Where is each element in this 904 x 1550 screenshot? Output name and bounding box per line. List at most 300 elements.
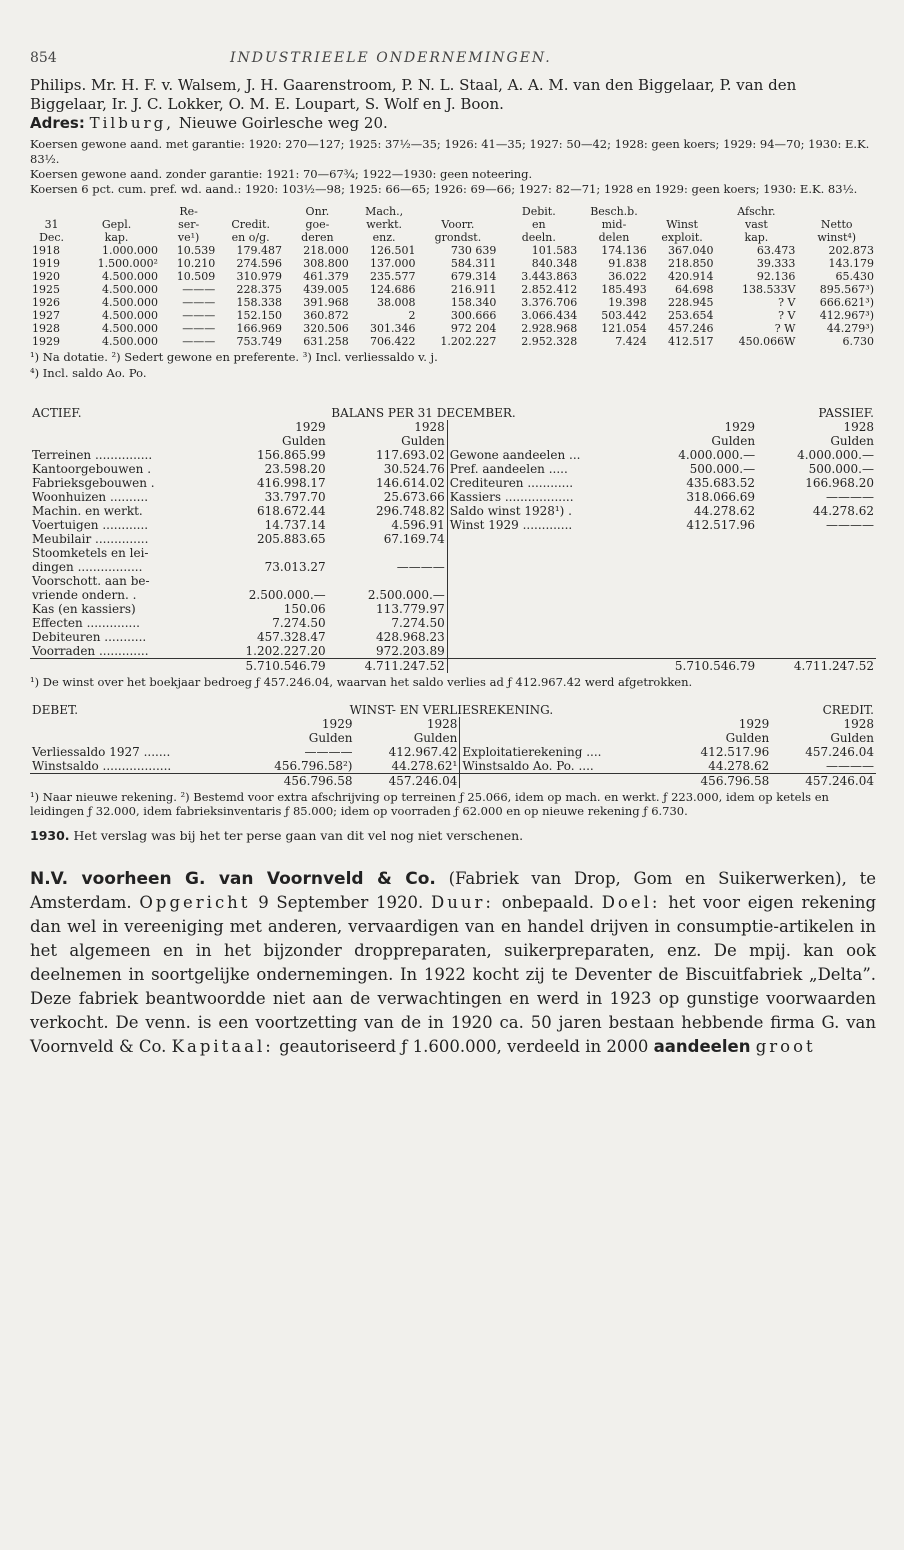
debit-1929: 456.796.58²) [274, 759, 353, 773]
history-year-cell: 1929 [32, 335, 60, 348]
liability-1929 [638, 574, 757, 588]
credit-1929: 412.517.96 [700, 745, 770, 759]
spacer-cell [30, 731, 236, 745]
doel-label: Doel: [601, 893, 661, 912]
table-row [30, 588, 876, 602]
liability-label [447, 602, 638, 616]
history-value-cell: 166.969 [236, 322, 283, 335]
spacer-cell [30, 434, 209, 448]
history-value-cell: 412.967³) [819, 309, 874, 322]
liability-1929: 412.517.96 [686, 518, 756, 532]
table-row [30, 309, 876, 322]
history-value-cell: 64.698 [674, 283, 714, 296]
history-value-cell: 4.500.000 [102, 335, 158, 348]
history-header-cell: Debit. [521, 205, 556, 218]
history-value-cell: 7.424 [615, 335, 647, 348]
history-value-cell: 10.539 [176, 244, 216, 257]
aandeelen-word: aandeelen [653, 1037, 751, 1056]
table-row [30, 630, 876, 644]
asset-1928: 113.779.97 [328, 602, 448, 616]
liability-1928 [757, 644, 876, 659]
history-header-cell: 31 [44, 218, 59, 231]
table-row [30, 448, 876, 462]
pl-total-left-1928: 457.246.04 [354, 774, 459, 789]
table-row [30, 283, 876, 296]
table-row [30, 745, 876, 759]
history-value-cell: 228.375 [236, 283, 283, 296]
credit-1928: 457.246.04 [805, 745, 874, 759]
history-header-cell: Mach., [365, 205, 404, 218]
history-value-cell: 152.150 [236, 309, 283, 322]
table-row [30, 490, 876, 504]
pl-debet-title: DEBET. [32, 703, 79, 717]
balance-total-right-1928: 4.711.247.52 [757, 659, 876, 674]
history-value-cell: 185.493 [601, 283, 647, 296]
asset-label: Stoomketels en lei- [32, 546, 149, 560]
liability-label: Kassiers .................. [449, 490, 574, 504]
history-year-cell: 1926 [32, 296, 60, 309]
liability-1929: 318.066.69 [686, 490, 756, 504]
spacer-cell [460, 731, 667, 745]
liability-1929 [638, 602, 757, 616]
history-value-cell: 3.066.434 [521, 309, 578, 322]
note-1930-text: Het verslag was bij het ter perse gaan van dit vel nog niet verschenen. [73, 828, 524, 843]
table-row [30, 335, 876, 348]
year-header: 1929 [321, 717, 353, 731]
history-header-cell: vast [745, 218, 768, 231]
history-header-cell: delen [598, 231, 630, 244]
duur-value: onbepaald. [501, 893, 594, 912]
table-row [30, 560, 876, 574]
history-header-cell: kap. [104, 231, 129, 244]
history-value-cell: 4.500.000 [102, 296, 158, 309]
history-value-cell: 19.398 [608, 296, 647, 309]
asset-label: Debiteuren ........... [32, 630, 147, 644]
company-entry [30, 867, 876, 1059]
history-value-cell: 138.533V [741, 283, 796, 296]
spacer-cell [447, 434, 638, 448]
page-number: 854 [30, 50, 57, 66]
history-value-cell: 503.442 [601, 309, 647, 322]
history-header-cell [217, 205, 284, 218]
quote-line-2: Koersen gewone aand. zonder garantie: 1921: 70—67¾; 1922—1930: geen noteering. [30, 167, 533, 181]
liability-1928: ———— [826, 518, 874, 532]
pl-total-right-1928: 457.246.04 [771, 774, 876, 789]
history-year-cell: 1918 [32, 244, 60, 257]
history-value-cell: 4.500.000 [102, 322, 158, 335]
table-row [30, 659, 876, 674]
asset-1929: 14.737.14 [264, 518, 326, 532]
liability-1929 [638, 616, 757, 630]
liability-1929: 4.000.000.— [678, 448, 756, 462]
spacer-cell [30, 659, 209, 674]
company-description: (Fabriek van Drop, Gom en Suikerwerken), te Amsterdam. [30, 869, 876, 912]
asset-1929 [209, 546, 328, 560]
asset-1929: 2.500.000.— [248, 588, 326, 602]
table-row [30, 602, 876, 616]
spacer-cell [30, 420, 209, 434]
table-row [30, 476, 876, 490]
debit-1929: ———— [304, 745, 353, 759]
liability-label: Saldo winst 1928¹) . [449, 504, 572, 518]
liability-1929 [638, 532, 757, 546]
history-header-cell [30, 205, 73, 218]
history-value-cell: 1.500.000² [97, 257, 158, 270]
table-row [30, 406, 876, 420]
credit-label: Winstsaldo Ao. Po. .... [462, 759, 594, 773]
unit-header: Gulden [711, 434, 756, 448]
directors-text: Philips. Mr. H. F. v. Walsem, J. H. Gaarenstroom, P. N. L. Staal, A. A. M. van den Biggelaar, P. van den Biggelaar, Ir. J. C. Lokker, O. M. E. Loupart, S. Wolf en J. Boon. [30, 76, 797, 113]
liability-label [447, 630, 638, 644]
company-name: N.V. voorheen G. van Voornveld & Co. [30, 869, 436, 889]
history-value-cell: 310.979 [236, 270, 283, 283]
address-label: Adres: [30, 114, 85, 132]
history-value-cell: 202.873 [828, 244, 874, 257]
asset-1929: 7.274.50 [272, 616, 326, 630]
liability-label [447, 644, 638, 659]
history-value-cell: 753.749 [236, 335, 283, 348]
history-value-cell: 10.509 [176, 270, 216, 283]
liability-1929 [638, 588, 757, 602]
table-row [30, 717, 876, 731]
history-header-cell: Voorr. [441, 218, 475, 231]
kapitaal-label: Kapitaal: [171, 1037, 274, 1056]
table-row [30, 731, 876, 745]
year-header: 1929 [724, 420, 756, 434]
history-value-cell: 420.914 [667, 270, 714, 283]
history-year-cell: 1919 [32, 257, 60, 270]
history-header-cell: kap. [744, 231, 769, 244]
spacer-cell [460, 717, 667, 731]
table-row [30, 257, 876, 270]
table-row [30, 434, 876, 448]
history-value-cell: 301.346 [369, 322, 416, 335]
table-row [30, 759, 876, 773]
page-header [30, 50, 876, 66]
history-value-cell: 2.928.968 [521, 322, 578, 335]
asset-1929 [209, 574, 328, 588]
spacer-cell [447, 659, 638, 674]
founded-date: 9 September 1920. [258, 893, 424, 912]
history-value-cell: ——— [182, 322, 216, 335]
asset-label: Voorschott. aan be- [32, 574, 150, 588]
history-value-cell: ——— [182, 283, 216, 296]
asset-1928: 972.203.89 [328, 644, 448, 659]
asset-label: vriende ondern. . [32, 588, 137, 602]
balance-total-right-1929: 5.710.546.79 [638, 659, 757, 674]
history-header-cell: Winst [666, 218, 698, 231]
liability-label: Winst 1929 ............. [449, 518, 573, 532]
balance-sheet [30, 406, 876, 673]
table-row [30, 244, 876, 257]
history-value-cell: 2.852.412 [521, 283, 578, 296]
liability-1928: 500.000.— [808, 462, 874, 476]
unit-header: Gulden [282, 434, 326, 448]
unit-header: Gulden [354, 731, 459, 745]
history-header-cell: Onr. [305, 205, 330, 218]
history-value-cell: ? W [774, 322, 796, 335]
history-footnote-2: ⁴) Incl. saldo Ao. Po. [30, 366, 147, 380]
asset-1929: 156.865.99 [256, 448, 326, 462]
asset-1928: 30.524.76 [328, 462, 448, 476]
founded-label: Opgericht [139, 893, 251, 912]
history-value-cell: 2.952.328 [521, 335, 578, 348]
history-value-cell: ? V [778, 309, 796, 322]
history-header-cell: ser- [178, 218, 200, 231]
table-row [30, 270, 876, 283]
unit-header: Gulden [725, 731, 770, 745]
liability-1928 [757, 560, 876, 574]
history-value-cell: 730 639 [450, 244, 497, 257]
history-header-cell: grondst. [434, 231, 482, 244]
history-value-cell: 274.596 [236, 257, 283, 270]
liability-1929 [638, 560, 757, 574]
history-value-cell: ——— [182, 296, 216, 309]
groot-word: groot [755, 1037, 816, 1056]
history-value-cell: 174.136 [601, 244, 647, 257]
asset-1928: 428.968.23 [328, 630, 448, 644]
liability-label: Gewone aandeelen ... [449, 448, 581, 462]
history-value-cell: 253.654 [667, 309, 714, 322]
history-header-cell: en [531, 218, 546, 231]
table-row [30, 616, 876, 630]
history-value-cell: 121.054 [601, 322, 647, 335]
asset-1928: 4.596.91 [328, 518, 448, 532]
history-header-cell: mid- [601, 218, 627, 231]
history-header-cell: en o/g. [231, 231, 270, 244]
asset-1928: 117.693.02 [328, 448, 448, 462]
asset-label: Voertuigen ............ [32, 518, 149, 532]
history-value-cell: 2 [408, 309, 416, 322]
table-row [30, 205, 876, 218]
table-row [30, 546, 876, 560]
asset-label: Effecten .............. [32, 616, 140, 630]
liability-1928 [757, 616, 876, 630]
history-value-cell: 218.000 [303, 244, 349, 257]
table-row [30, 774, 876, 789]
history-value-cell: 228.945 [667, 296, 714, 309]
asset-1928: ———— [328, 560, 448, 574]
history-header-cell: Dec. [39, 231, 65, 244]
history-header-cell: deren [301, 231, 334, 244]
asset-1928: 25.673.66 [328, 490, 448, 504]
liability-label [447, 574, 638, 588]
asset-1929: 33.797.70 [264, 490, 326, 504]
liability-1928 [757, 546, 876, 560]
quote-line-3: Koersen 6 pct. cum. pref. wd. aand.: 1920: 103½—98; 1925: 66—65; 1926: 69—66; 1927: 82—71; 1928 en 1929: geen koers; 1930: E.K. 83½. [30, 182, 858, 196]
history-header-cell: exploit. [661, 231, 703, 244]
year-header: 1929 [738, 717, 770, 731]
table-row [30, 703, 876, 717]
unit-header: Gulden [830, 434, 874, 448]
history-value-cell: 158.338 [236, 296, 283, 309]
history-value-cell: 320.506 [303, 322, 349, 335]
asset-1929: 205.883.65 [256, 532, 326, 546]
history-value-cell: 137.000 [369, 257, 416, 270]
asset-1929: 1.202.227.20 [245, 644, 326, 658]
history-value-cell: 4.500.000 [102, 270, 158, 283]
history-value-cell: 457.246 [667, 322, 714, 335]
history-value-cell: 631.258 [303, 335, 349, 348]
balance-footnote: ¹) De winst over het boekjaar bedroeg ƒ 457.246.04, waarvan het saldo verlies ad ƒ 412.967.42 werd afgetrokken. [30, 675, 693, 689]
running-title: INDUSTRIEELE ONDERNEMINGEN. [230, 50, 552, 66]
liability-1928 [757, 532, 876, 546]
history-value-cell: 36.022 [608, 270, 647, 283]
liability-1929 [638, 644, 757, 659]
history-value-cell: 895.567³) [819, 283, 874, 296]
history-value-cell: 308.800 [303, 257, 349, 270]
history-header-cell: Credit. [231, 218, 270, 231]
asset-1928 [328, 546, 448, 560]
table-row [30, 462, 876, 476]
history-value-cell: 126.501 [369, 244, 416, 257]
debit-label: Verliessaldo 1927 ....... [32, 745, 171, 759]
liability-1928: 166.968.20 [805, 476, 874, 490]
history-value-cell: 972 204 [450, 322, 497, 335]
liability-1929: 44.278.62 [694, 504, 756, 518]
balance-title: BALANS PER 31 DECEMBER. [331, 406, 516, 420]
balance-actief-title: ACTIEF. [32, 406, 82, 420]
history-value-cell: 4.500.000 [102, 283, 158, 296]
asset-1929: 73.013.27 [264, 560, 326, 574]
history-value-cell: 65.430 [835, 270, 874, 283]
pl-total-left-1929: 456.796.58 [236, 774, 354, 789]
spacer-cell [447, 420, 638, 434]
spacer-cell [30, 774, 236, 789]
liability-1928 [757, 588, 876, 602]
unit-header: Gulden [328, 434, 448, 448]
liability-1929 [638, 546, 757, 560]
liability-label: Pref. aandeelen ..... [449, 462, 568, 476]
address-line [30, 114, 876, 133]
history-value-cell: 679.314 [450, 270, 497, 283]
asset-1928: 7.274.50 [328, 616, 448, 630]
liability-1929 [638, 630, 757, 644]
history-header-cell: Besch.b. [590, 205, 638, 218]
history-value-cell: 143.179 [828, 257, 874, 270]
asset-1928 [328, 574, 448, 588]
history-value-cell: 124.686 [369, 283, 416, 296]
debit-label: Winstsaldo .................. [32, 759, 172, 773]
liability-1928: 44.278.62 [812, 504, 874, 518]
liability-1928 [757, 630, 876, 644]
history-header-cell [797, 205, 876, 218]
note-1930 [30, 828, 876, 843]
liability-label [447, 616, 638, 630]
history-value-cell: 179.487 [236, 244, 283, 257]
table-row [30, 322, 876, 335]
pl-credit-title: CREDIT. [822, 703, 874, 717]
history-header-cell: winst⁴) [817, 231, 857, 244]
asset-1928: 296.748.82 [328, 504, 448, 518]
history-value-cell: 6.730 [842, 335, 874, 348]
history-value-cell: 391.968 [303, 296, 349, 309]
note-1930-year: 1930. [30, 828, 70, 843]
liability-1929: 500.000.— [689, 462, 756, 476]
history-value-cell: 584.311 [450, 257, 497, 270]
history-value-cell: ? V [778, 296, 796, 309]
year-header: 1929 [295, 420, 326, 434]
liability-label [447, 532, 638, 546]
table-row [30, 218, 876, 231]
history-value-cell: 840.348 [531, 257, 578, 270]
history-value-cell: 38.008 [376, 296, 416, 309]
asset-1929: 416.998.17 [256, 476, 326, 490]
quote-line-1: Koersen gewone aand. met garantie: 1920: 270—127; 1925: 37½—35; 1926: 41—35; 1927: 50—42; 1928: geen koers; 1929: 94—70; 1930: E.K. 83½. [30, 137, 870, 166]
history-value-cell: 1.202.227 [440, 335, 497, 348]
asset-label: Machin. en werkt. [32, 504, 143, 518]
spacer-cell [30, 717, 236, 731]
liability-1928: ———— [826, 490, 874, 504]
history-value-cell: 4.500.000 [102, 309, 158, 322]
debit-1928: 412.967.42 [354, 745, 459, 759]
table-row [30, 296, 876, 309]
asset-label: Voorraden ............. [32, 644, 149, 658]
history-value-cell: 158.340 [450, 296, 497, 309]
asset-label: dingen ................. [32, 560, 143, 574]
history-header-cell: ve¹) [177, 231, 200, 244]
history-value-cell: 300.666 [450, 309, 497, 322]
credit-1929: 44.278.62 [708, 759, 770, 773]
history-year-cell: 1928 [32, 322, 60, 335]
history-value-cell: 450.066W [738, 335, 796, 348]
history-value-cell: 235.577 [369, 270, 416, 283]
history-footnote-1: ¹) Na dotatie. ²) Sedert gewone en preferente. ³) Incl. verliessaldo v. j. [30, 350, 438, 364]
asset-1928: 67.169.74 [328, 532, 448, 546]
history-value-cell: 91.838 [608, 257, 647, 270]
asset-label: Fabrieksgebouwen . [32, 476, 155, 490]
liability-label: Crediteuren ............ [449, 476, 574, 490]
duur-label: Duur: [431, 893, 494, 912]
asset-label: Kas (en kassiers) [32, 602, 136, 616]
asset-label: Meubilair .............. [32, 532, 149, 546]
asset-label: Kantoorgebouwen . [32, 462, 152, 476]
table-row [30, 574, 876, 588]
unit-header: Gulden [830, 731, 874, 745]
asset-1929: 618.672.44 [256, 504, 326, 518]
address-city: Tilburg, [89, 114, 175, 132]
table-row [30, 504, 876, 518]
pl-total-right-1929: 456.796.58 [667, 774, 772, 789]
year-header: 1928 [843, 420, 874, 434]
history-year-cell: 1925 [32, 283, 60, 296]
asset-1928: 2.500.000.— [328, 588, 448, 602]
year-header: 1928 [328, 420, 448, 434]
liability-1929: 435.683.52 [686, 476, 756, 490]
history-value-cell: 10.210 [176, 257, 216, 270]
balance-passief-title: PASSIEF. [818, 406, 874, 420]
year-header: 1928 [354, 717, 459, 731]
history-value-cell: 218.850 [667, 257, 714, 270]
history-year-cell: 1927 [32, 309, 60, 322]
history-value-cell: 439.005 [303, 283, 349, 296]
liability-1928 [757, 574, 876, 588]
history-value-cell: 216.911 [450, 283, 497, 296]
liability-1928: 4.000.000.— [797, 448, 874, 462]
history-value-cell: 92.136 [756, 270, 796, 283]
unit-header: Gulden [308, 731, 353, 745]
history-value-cell: 706.422 [369, 335, 416, 348]
credit-label: Exploitatierekening .... [462, 745, 602, 759]
history-header-cell: Re- [179, 205, 198, 218]
asset-1929: 457.328.47 [256, 630, 326, 644]
asset-1929: 150.06 [283, 602, 326, 616]
profit-loss-footnote: ¹) Naar nieuwe rekening. ²) Bestemd voor extra afschrijving op terreinen ƒ 25.066, idem op mach. en werkt. ƒ 223.000, idem op ketels en leidingen ƒ 32.000, idem fabrieksinventaris ƒ 85.000; idem op voorraden ƒ 62.000 en op nieuwe rekening ƒ 6.730. [30, 790, 829, 818]
asset-label: Woonhuizen .......... [32, 490, 149, 504]
history-value-cell: 367.040 [667, 244, 714, 257]
table-row [30, 231, 876, 244]
asset-1929: 23.598.20 [264, 462, 326, 476]
